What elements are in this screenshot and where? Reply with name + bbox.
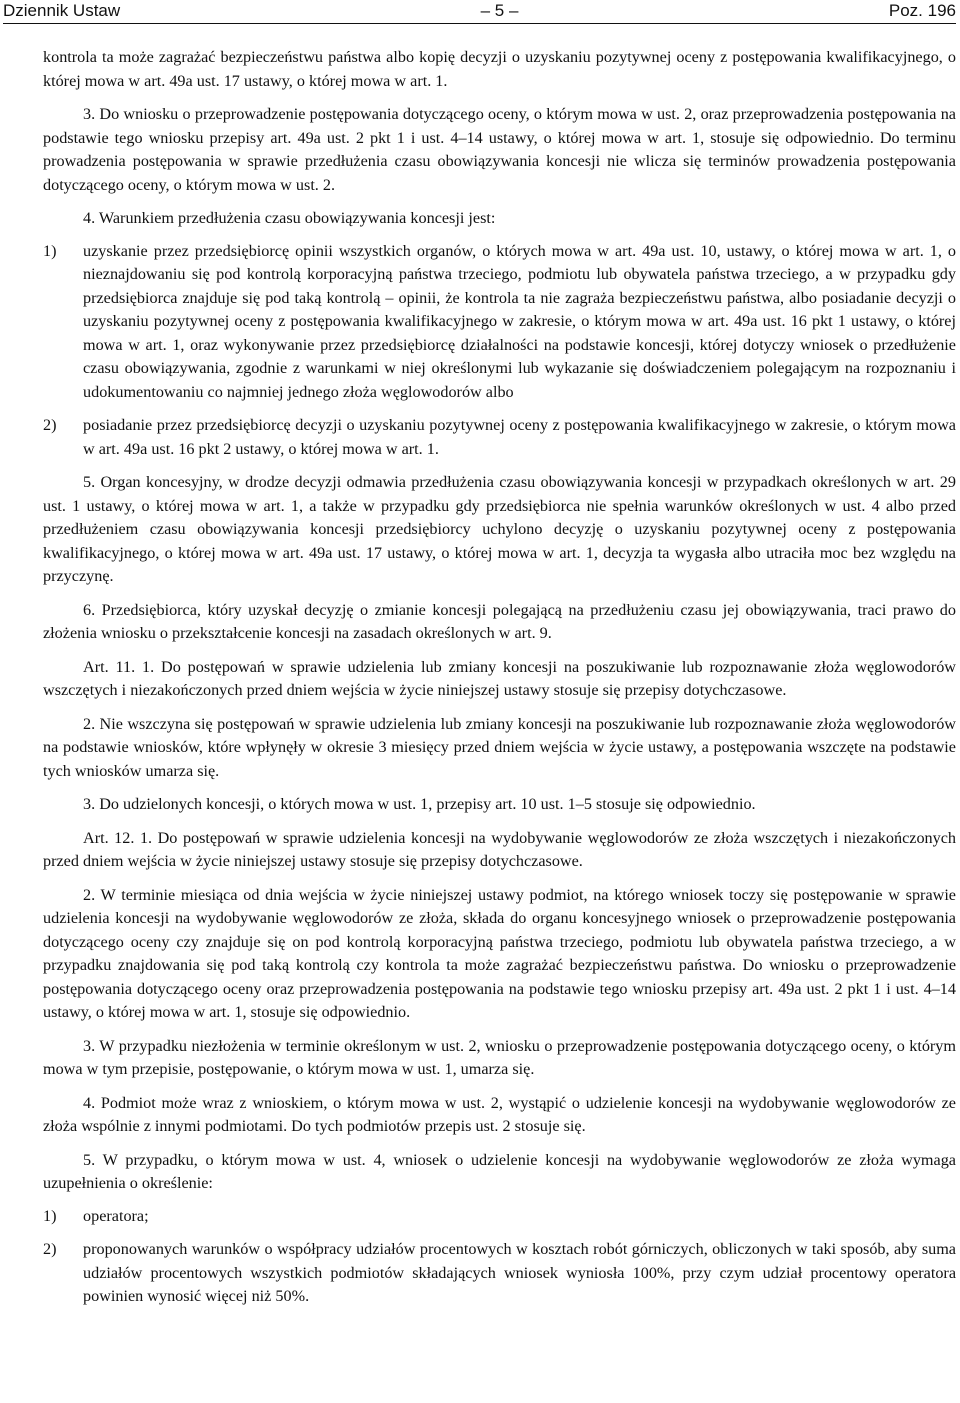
list-item-number: 2) — [43, 1240, 57, 1258]
journal-title: Dziennik Ustaw — [3, 1, 121, 20]
paragraph: 5. W przypadku, o którym mowa w ust. 4, wniosek o udzielenie koncesji na wydobywanie węglowodorów ze złoża wymaga uzupełnienia o określenie: — [43, 1150, 956, 1192]
list-item — [43, 414, 956, 461]
list-item-text: uzyskanie przez przedsiębiorcę opinii wszystkich organów, o których mowa w art. 49a ust. 10, ustawy, o której mowa w art. 1, o nieznajdowaniu się pod kontrolą korporacyjną państwa trzeciego, podmiotu lub obywatela państwa trzeciego, a w przypadku gdy przedsiębiorca znajduje się pod taką kontrolą – opinii, że kontrola ta nie zagraża bezpieczeństwu państwa, albo posiadanie decyzji o uzyskaniu pozytywnej oceny z postępowania kwalifikacyjnego w zakresie, o którym mowa w art. 49a ust. 16 pkt 1 ustawy, o której mowa w art. 1, oraz wykonywanie przez przedsiębiorcę działalności na podstawie koncesji, której dotyczy wniosek o przedłużenie czasu obowiązywania, zgodnie z warunkami w niej określonymi lub wykazanie się doświadczeniem polegającym na rozpoznaniu i udokumentowaniu co najmniej jednego złoża węglowodorów albo — [83, 241, 956, 401]
list-item-text: posiadanie przez przedsiębiorcę decyzji o uzyskaniu pozytywnej oceny z postępowania kwalifikacyjnego w zakresie, o którym mowa w art. 49a ust. 16 pkt 2 ustawy, o której mowa w art. 1. — [83, 416, 956, 458]
paragraph: 2. W terminie miesiąca od dnia wejścia w życie niniejszej ustawy podmiot, na którego wniosek toczy się postępowanie w sprawie udzielenia koncesji na wydobywanie węglowodorów ze złoża, składa do organu koncesyjnego wniosek o przeprowadzenie postępowania dotyczącego oceny czy znajduje się on pod kontrolą korporacyjną państwa trzeciego, podmiotu lub obywatela państwa trzeciego, a w przypadku znajdowania się pod taką kontrolą czy kontrola ta może zagrażać bezpieczeństwu państwa. Do wniosku o przeprowadzenie postępowania dotyczącego oceny oraz przeprowadzenia postępowania na podstawie tego wniosku przepisy art. 49a ust. 2 pkt 1 i ust. 4–14 ustawy, o której mowa w art. 1, stosuje się odpowiednio. — [43, 885, 956, 1021]
list-item-number: 1) — [43, 1206, 57, 1225]
paragraph: 3. Do udzielonych koncesji, o których mowa w ust. 1, przepisy art. 10 ust. 1–5 stosuje się odpowiednio. — [83, 795, 756, 813]
position-number: Poz. 196 — [888, 1, 956, 20]
list-item — [43, 1238, 956, 1309]
paragraph: 6. Przedsiębiorca, który uzyskał decyzję o zmianie koncesji polegającą na przedłużeniu czasu jej obowiązywania, traci prawo do złożenia wniosku o przekształcenie koncesji na zasadach określonych w art. 9. — [43, 600, 956, 642]
document-page — [3, 0, 956, 1305]
page-header — [3, 0, 956, 26]
paragraph: 2. Nie wszczyna się postępowań w sprawie udzielenia lub zmiany koncesji na poszukiwanie lub rozpoznawanie złoża węglowodorów na podstawie wniosków, które wpłynęły w okresie 3 miesięcy przed dniem wejścia w życie ustawy, a postępowania wszczęte na podstawie tych wniosków umarza się. — [43, 714, 956, 780]
list-item-text: operatora; — [83, 1206, 149, 1225]
list-item — [43, 240, 956, 405]
paragraph: 3. W przypadku niezłożenia w terminie określonym w ust. 2, wniosku o przeprowadzenie postępowania dotyczącego oceny, o którym mowa w tym przepisie, postępowanie, o którym mowa w ust. 1, umarza się. — [43, 1036, 956, 1078]
paragraph: 4. Warunkiem przedłużenia czasu obowiązywania koncesji jest: — [83, 209, 496, 227]
page-number: – 5 – — [480, 1, 519, 20]
paragraph: kontrola ta może zagrażać bezpieczeństwu państwa albo kopię decyzji o uzyskaniu pozytywnej oceny z postępowania kwalifikacyjnego, o której mowa w art. 49a ust. 17 ustawy, o której mowa w art. 1. — [43, 48, 956, 90]
paragraph: 3. Do wniosku o przeprowadzenie postępowania dotyczącego oceny, o którym mowa w ust. 2, oraz przeprowadzenia postępowania na podstawie tego wniosku przepisy art. 49a ust. 2 pkt 1 i ust. 4–14 ustawy, o której mowa w art. 1, stosuje się odpowiednio. Do terminu prowadzenia postępowania w sprawie przedłużenia czasu obowiązywania koncesji nie wlicza się terminów prowadzenia postępowania dotyczącego oceny, o którym mowa w ust. 2. — [43, 105, 956, 194]
list-item-number: 2) — [43, 416, 57, 434]
article-paragraph: Art. 11. 1. Do postępowań w sprawie udzielenia lub zmiany koncesji na poszukiwanie lub rozpoznawanie złoża węglowodorów wszczętych i niezakończonych przed dniem wejścia w życie niniejszej ustawy stosuje się przepisy dotychczasowe. — [43, 657, 956, 699]
list-item-number: 1) — [43, 241, 57, 260]
paragraph: 5. Organ koncesyjny, w drodze decyzji odmawia przedłużenia czasu obowiązywania koncesji w przypadkach określonych w art. 29 ust. 1 ustawy, o której mowa w art. 1, a także w przypadku gdy przedsiębiorca nie spełnia warunków określonych w ust. 4 albo przed przedłużeniem czasu obowiązywania koncesji przedsiębiorcy uchylono decyzję o uzyskaniu pozytywnej oceny z postępowania kwalifikacyjnego, o której mowa w art. 49a ust. 17 ustawy, o której mowa w art. 1, decyzja ta wygasła albo utraciła moc bez względu na przyczynę. — [43, 473, 956, 585]
paragraph: 4. Podmiot może wraz z wnioskiem, o którym mowa w ust. 2, wystąpić o udzielenie koncesji na wydobywanie węglowodorów ze złoża wspólnie z innymi podmiotami. Do tych podmiotów przepis ust. 2 stosuje się. — [43, 1093, 956, 1135]
list-item-text: proponowanych warunków o współpracy udziałów procentowych w kosztach robót górniczych, obliczonych w taki sposób, aby suma udziałów procentowych wszystkich podmiotów składających wniosek wyniosła 100%, przy czym udział procentowy operatora powinien wynosić więcej niż 50%. — [83, 1240, 956, 1305]
article-paragraph: Art. 12. 1. Do postępowań w sprawie udzielenia koncesji na wydobywanie węglowodorów ze złoża wszczętych i niezakończonych przed dniem wejścia w życie niniejszej ustawy stosuje się przepisy dotychczasowe. — [43, 828, 956, 870]
document-body — [43, 46, 956, 1309]
list-item — [43, 1205, 956, 1229]
header-rule — [3, 23, 956, 24]
